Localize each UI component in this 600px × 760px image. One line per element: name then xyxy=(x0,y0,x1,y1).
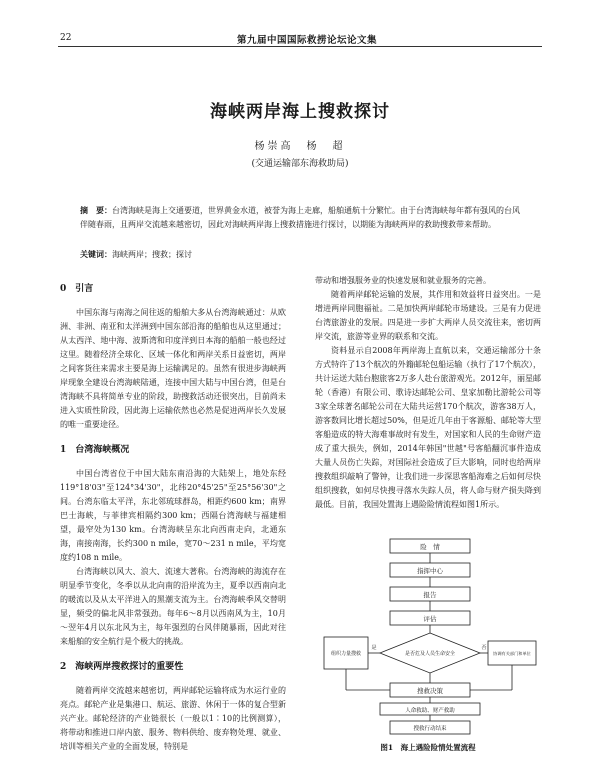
flow-text-report: 报告 xyxy=(423,591,437,599)
abstract xyxy=(80,203,520,232)
flow-text-organize: 组织力量搜救 xyxy=(330,651,362,657)
abstract-text: 台湾海峡是海上交通要道，世界黄金水道，被誉为海上走廊，船舶通航十分繁忙。由于台湾海峡每年都有强风的台风伴随春雨，且两岸交流越来越密切，因此对海峡两岸海上搜救措施进行探讨，以期能为海峡两岸的救助搜救带来帮助。 xyxy=(80,206,520,229)
left-column xyxy=(60,274,286,754)
flow-text-end: 搜救行动结束 xyxy=(413,726,447,732)
authors: 杨崇高 杨 超 xyxy=(254,141,346,152)
right-column xyxy=(315,274,541,512)
paper-title: 海峡两岸海上搜救探讨 xyxy=(210,102,390,122)
flow-text-decision: 是否危及人员生命安全 xyxy=(404,651,456,657)
keywords-text: 海峡两岸；搜救；探讨 xyxy=(112,250,192,259)
flow-text-rescue: 人命救助、财产救助 xyxy=(405,708,455,714)
running-title: 第九届中国国际救捞论坛论文集 xyxy=(236,35,377,46)
affiliation: (交通运输部东海救助局) xyxy=(251,159,349,169)
right-paragraph-3: 资料显示自2008年两岸海上直航以来，交通运输部分十条方式特许了13个航次的外籍邮轮包船运输（执行了17个航次），共计运送大陆台胞旅客2万多人赴台旅游观光。2012年，丽星邮轮（香港）有限公司、歌诗达邮轮公司、皇家加勒比游轮公司等3家全球著名邮轮公司在大陆共运营170个航次，游客38万人，游客数同比增长超过50%，但是近几年由于客源船、邮轮等大型客船造成的特大海难事故时有发生，对国家和人民的生命财产造成了重大损失，例如，2014年韩国"世越"号客船翻沉事件造成大量人员伤亡失踪，对国际社会造成了巨大影响，同时也给两岸搜救组织敲响了警钟，让我们进一步深思客船海难之后如何尽快组织搜救，如何尽快搜寻落水失踪人员，将人命与财产损失降到最低。目前，我国处置海上遇险险情流程如图1所示。 xyxy=(315,346,541,509)
header-rule xyxy=(58,46,542,47)
abstract-label: 摘 要： xyxy=(80,205,112,215)
flow-text-assess: 评估 xyxy=(423,615,437,623)
flowchart xyxy=(320,537,540,737)
keywords xyxy=(80,249,520,260)
flow-text-incident: 险 情 xyxy=(420,543,440,551)
section-2-title: 2 海峡两岸搜救探讨的重要性 xyxy=(60,662,184,672)
flow-text-no: 否 xyxy=(481,645,487,651)
flow-text-yes: 是 xyxy=(371,645,377,651)
flow-text-command: 指挥中心 xyxy=(417,567,443,575)
section-2-paragraph-1: 随着两岸交流越来越密切，两岸邮轮运输将成为水运行业的亮点。邮轮产业是集港口、航运、旅游、休闲于一体的复合型新兴产业。邮轮经济的产业链很长（一般以1∶10的比例测算），将带动和推进口岸内旅、服务、物料供给、废弃物处理、就业、培训等相关产业的全面发展，特别是 xyxy=(60,686,286,751)
right-paragraph-2: 随着两岸邮轮运输的发展，其作用和效益将日益突出。一是增进两岸同胞福祉。二是加快两岸邮轮市场建设。三是有力促进台湾旅游业的发展。四是进一步扩大两岸人员交流往来，密切两岸交流，旅游等业界的联系和交流。 xyxy=(315,290,541,341)
section-1-title: 1 台湾海峡概况 xyxy=(60,445,130,455)
figure-caption: 图1 海上遇险险情处置流程 xyxy=(380,743,476,752)
section-1-paragraph-2: 台湾海峡以风大、浪大、流速大著称。台湾海峡的海流存在明显季节变化，冬季以从北向南的沿岸流为主，夏季以西南向北的暖流以及从太平洋进入的黑潮支流为主。台湾海峡季风交替明显，频受的偏北风非常强劲。每年6～8月以西南风为主，10月～翌年4月以东北风为主，每年强烈的台风伴随暴雨，因此对往来船舶的安全航行是个极大的挑战。 xyxy=(60,567,286,646)
section-0-title: 0 引言 xyxy=(60,284,94,294)
page-number: 22 xyxy=(60,33,72,43)
flow-text-coordinate: 协调有关部门和单位 xyxy=(493,651,531,656)
flow-text-decision-making: 搜救决策 xyxy=(417,687,443,695)
section-1-paragraph-1: 中国台湾省位于中国大陆东南沿海的大陆架上，地处东经119°18'03"至124°34'30"，北纬20°45'25"至25°56'30"之间。台湾东临太平洋，东北邻琉球群岛，相距约600 km；南界巴士海峡，与菲律宾相隔约300 km；西隔台湾海峡与福建相望，最窄处为130 km。台湾海峡呈东北向西南走向，北通东海，南接南海，长约300 n mile，宽70～231 n mile，平均宽度约108 n mile。 xyxy=(60,469,286,562)
keywords-label: 关键词： xyxy=(80,249,112,259)
right-paragraph-1: 带动和增强服务业的快速发展和就业服务的完善。 xyxy=(315,276,491,285)
section-0-paragraph: 中国东海与南海之间往返的船舶大多从台湾海峡通过：从欧洲、非洲、南亚和太洋洲到中国东部沿海的船舶也从这里通过；从太西洋、地中海、波斯湾和印度洋到日本海的船舶一般也经过这里。随着经济全球化、区域一体化和两岸关系日益密切，两岸之间客货往来需求主要是海上运输满足的。虽然有很进步海峡两岸现象全建设台湾海峡陆通，连接中国大陆与中国台湾，但是台湾海峡不具将简单专业的阶段，助搜救活动还很突出，目前尚未进入实质性阶段，因此海上运输依然也必然是促进两岸长久发展的唯一重要途径。 xyxy=(60,308,286,429)
